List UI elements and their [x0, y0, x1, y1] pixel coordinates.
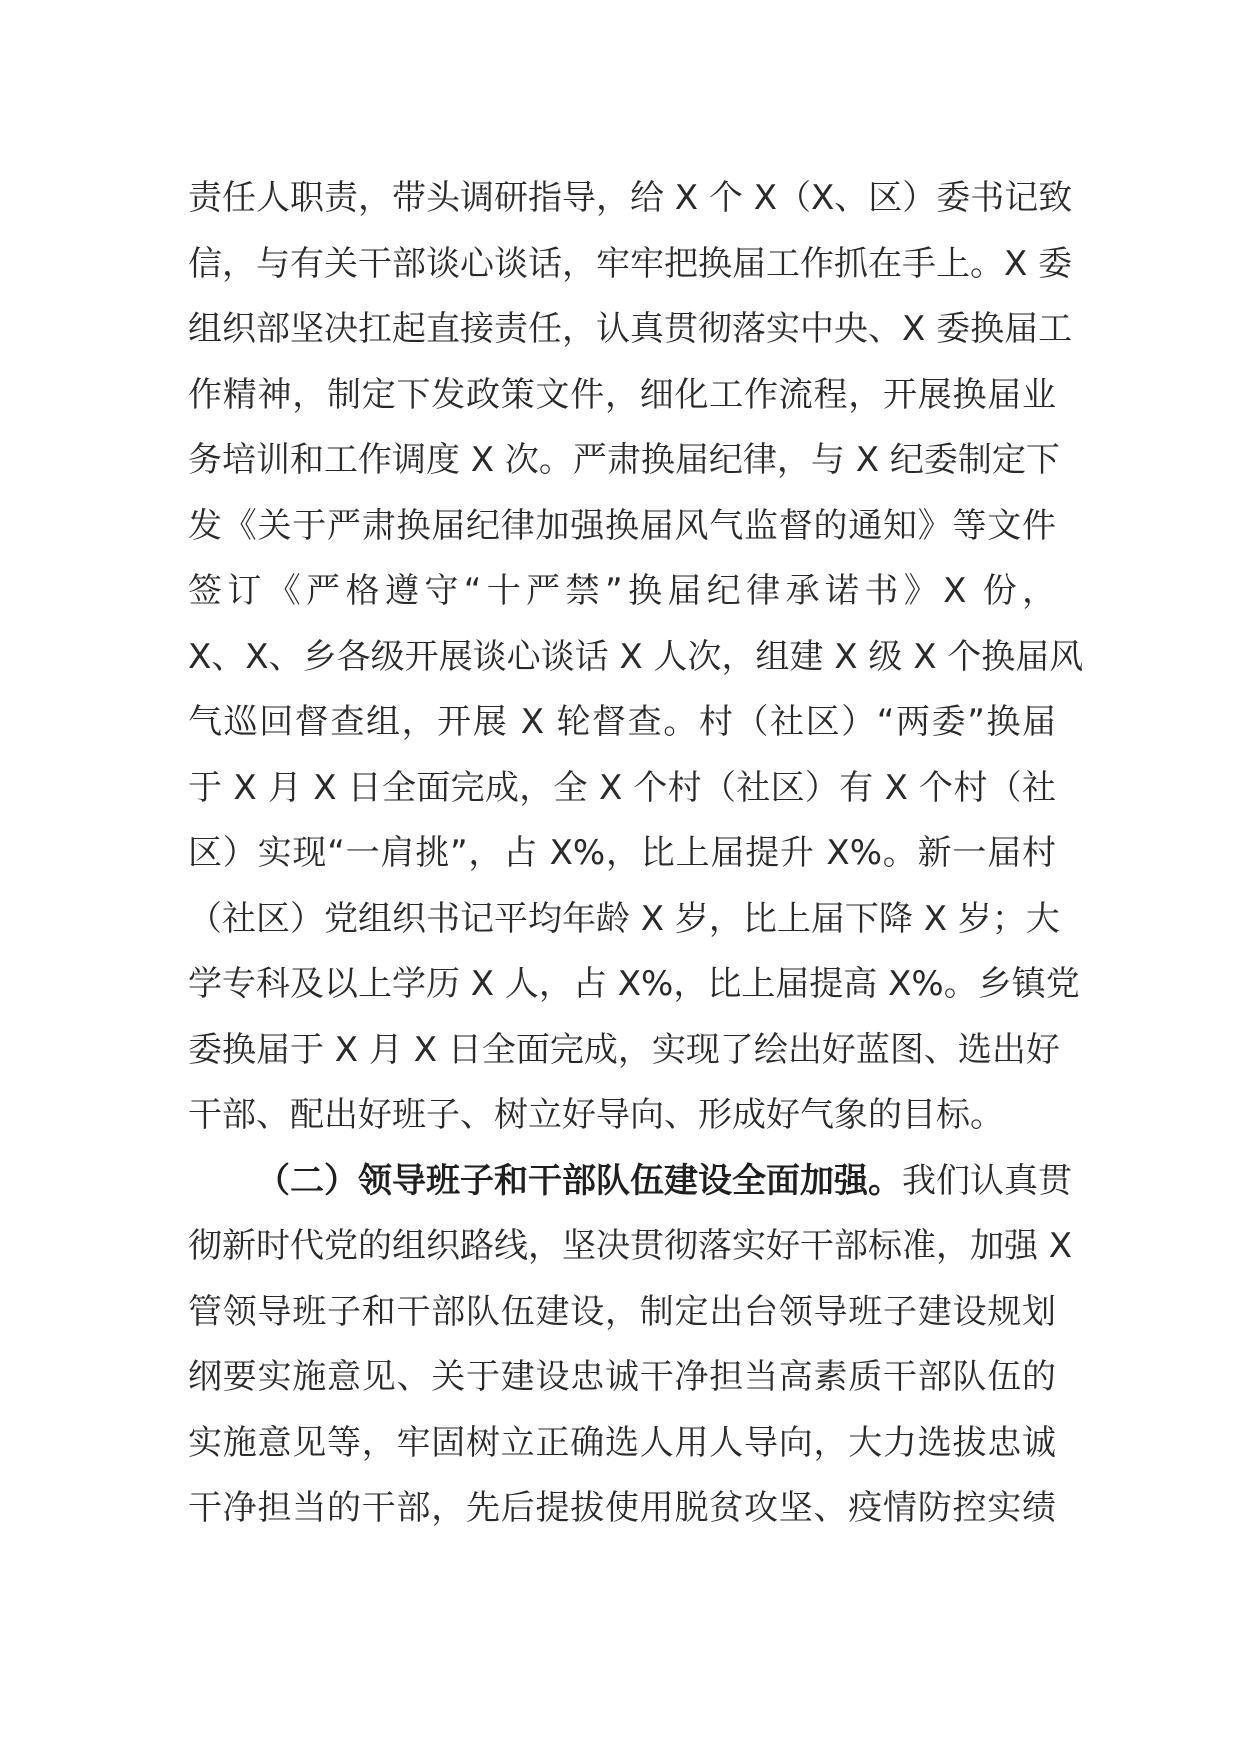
- paragraph-2: [188, 1149, 1073, 1542]
- paragraph-1: [188, 166, 1084, 1149]
- text-line: 发《关于严肃换届纪律加强换届风气监督的通知》等文件: [188, 505, 1056, 546]
- text-line: 干净担当的干部，先后提拔使用脱贫攻坚、疫情防控实绩: [188, 1488, 1056, 1528]
- text-line: 委换届于 X 月 X 日全面完成，实现了绘出好蓝图、选出好: [188, 1029, 1060, 1070]
- text-line: 区）实现“一肩挑”，占 X%，比上届提升 X%。新一届村: [188, 833, 1056, 873]
- text-line: 签订《严格遵守“十严禁”换届纪律承诺书》X 份，: [188, 571, 1056, 611]
- text-line: 信，与有关干部谈心谈话，牢牢把换届工作抓在手上。X 委: [188, 243, 1073, 284]
- text-line: X、X、乡各级开展谈心谈话 X 人次，组建 X 级 X 个换届风: [188, 636, 1084, 677]
- text-line: 作精神，制定下发政策文件，细化工作流程，开展换届业: [188, 374, 1056, 415]
- text-line: 责任人职责，带头调研指导，给 X 个 X（X、区）委书记致: [188, 178, 1073, 218]
- text-line: 实施意见等，牢固树立正确选人用人导向，大力选拔忠诚: [188, 1422, 1056, 1463]
- section-heading: （二）领导班子和干部队伍建设全面加强。: [256, 1160, 902, 1201]
- text-line: 于 X 月 X 日全面完成，全 X 个村（社区）有 X 个村（社: [188, 767, 1056, 808]
- text-line: 彻新时代党的组织路线，坚决贯彻落实好干部标准，加强 X: [188, 1226, 1073, 1266]
- text-line: 气巡回督查组，开展 X 轮督查。村（社区）“两委”换届: [188, 702, 1056, 742]
- text-line: 纲要实施意见、关于建设忠诚干净担当高素质干部队伍的: [188, 1357, 1056, 1397]
- text-line: 学专科及以上学历 X 人，占 X%，比上届提高 X%。乡镇党: [188, 964, 1080, 1004]
- text-line: 务培训和工作调度 X 次。严肃换届纪律，与 X 纪委制定下: [188, 440, 1060, 480]
- text-line: 组织部坚决扛起直接责任，认真贯彻落实中央、X 委换届工: [188, 309, 1073, 349]
- document-body: [188, 166, 1084, 1542]
- text-run: 我们认真贯: [902, 1160, 1072, 1201]
- text-line: 干部、配出好班子、树立好导向、形成好气象的目标。: [188, 1095, 1004, 1135]
- text-line: 管领导班子和干部队伍建设，制定出台领导班子建设规划: [188, 1291, 1056, 1332]
- paragraph-first-line: [188, 1149, 1072, 1215]
- text-line: （社区）党组织书记平均年龄 X 岁，比上届下降 X 岁；大: [188, 898, 1060, 939]
